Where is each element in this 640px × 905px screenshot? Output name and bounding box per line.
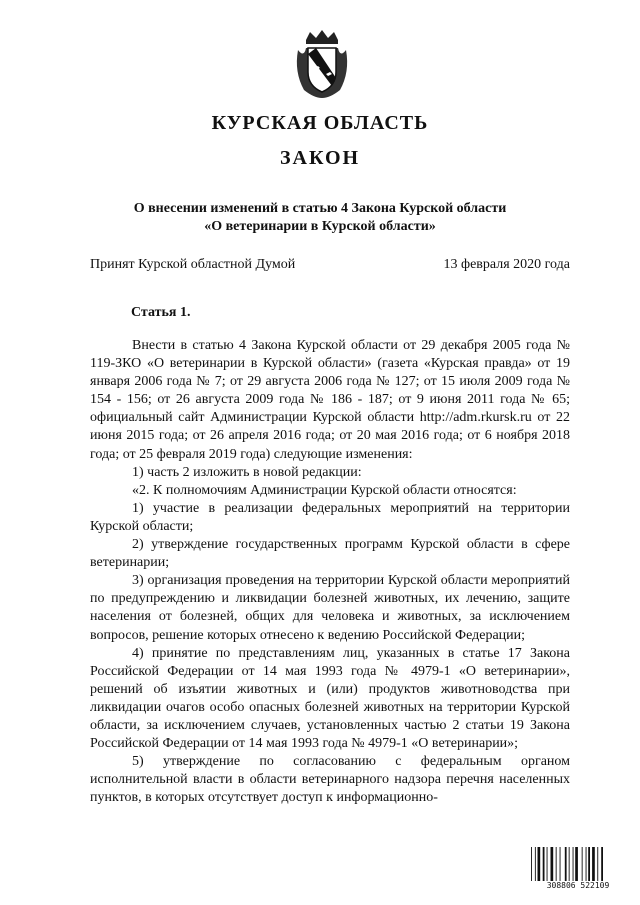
adoption-date: 13 февраля 2020 года [443,257,570,272]
subtitle-line: О внесении изменений в статью 4 Закона Курской области [133,201,507,216]
barcode-icon [530,847,626,881]
barcode-number: 308806 522109 [546,881,610,890]
adopted-by: Принят Курской областной Думой [90,257,296,272]
body-paragraph: «2. К полномочиям Администрации Курской области относятся: [132,482,517,498]
law-subtitle [60,200,580,236]
body-paragraph: 1) часть 2 изложить в новой редакции: [132,464,362,480]
kursk-coat-of-arms-icon [294,28,350,100]
article-title: Статья 1. [131,305,191,320]
body-paragraph: 4) принятие по представлениям лиц, указанных в статье 17 Закона Российской Федерации от 14 мая 1993 года № 4979-1 «О ветеринарии», решений об изъятии животных и (или) продуктов животноводства при ликвидации очагов особо опасных болезней животных на территории Курской области, за исключением случаев, установленных частью 2 статьи 19 Закона Российской Федерации от 14 мая 1993 года № 4979-1 «О ветеринарии»; [90,645,570,752]
region-title: КУРСКАЯ ОБЛАСТЬ [211,112,429,134]
body-paragraph: 3) организация проведения на территории Курской области мероприятий по предупреждению и ликвидации болезней животных, их лечению, защите населения от болезней, общих для человека и животных, за исключением вопросов, решение которых отнесено к ведению Российской Федерации; [90,573,570,643]
subtitle-line: «О ветеринарии в Курской области» [204,219,436,234]
document-type: ЗАКОН [279,147,361,169]
barcode [530,847,626,895]
body-paragraph: Внести в статью 4 Закона Курской области от 29 декабря 2005 года № 119-ЗКО «О ветеринарии в Курской области» (газета «Курская правда» от 19 января 2006 года № 7; от 29 августа 2006 года № 127; от 15 июля 2009 года № 154 - 156; от 26 августа 2009 года № 186 - 187; от 9 июня 2011 года № 65; официальный сайт Администрации Курской области http://adm.rkursk.ru от 22 июня 2015 года; от 26 апреля 2016 года; от 20 мая 2016 года; от 6 ноября 2018 года; от 25 февраля 2019 года) следующие изменения: [90,338,570,462]
article-body [90,337,570,807]
body-paragraph: 1) участие в реализации федеральных мероприятий на территории Курской области; [90,500,570,534]
body-paragraph: 5) утверждение по согласованию с федеральным органом исполнительной власти в области ветеринарного надзора перечня населенных пунктов, в которых отсутствует доступ к информационно- [90,754,570,806]
body-paragraph: 2) утверждение государственных программ Курской области в сфере ветеринарии; [90,537,570,571]
